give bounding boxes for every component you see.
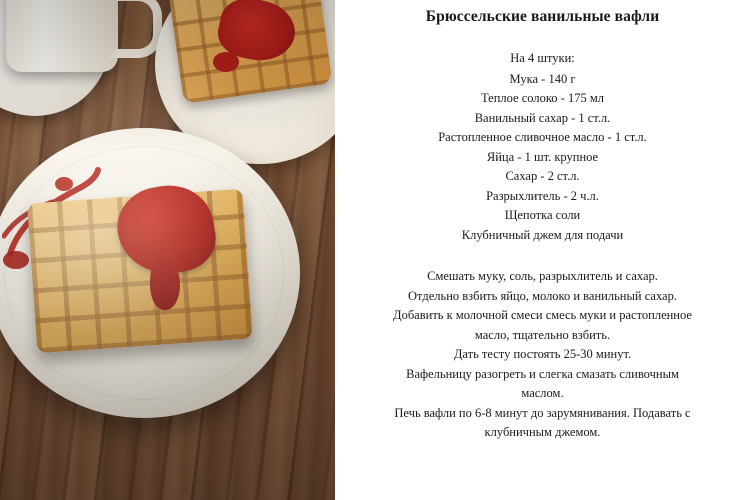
list-item: Сахар - 2 ст.л. bbox=[505, 169, 580, 184]
step-line: Смешать муку, соль, разрыхлитель и сахар. bbox=[427, 269, 658, 284]
step-line: Отдельно взбить яйцо, молоко и ванильный сахар. bbox=[408, 288, 677, 303]
list-item: Щепотка соли bbox=[504, 208, 581, 223]
step-line: клубничным джемом. bbox=[484, 425, 601, 440]
list-item: Клубничный джем для подачи bbox=[461, 227, 624, 242]
list-item: Мука - 140 г bbox=[509, 71, 576, 86]
step-line: маслом. bbox=[521, 386, 564, 401]
step-line: Вафельницу разогреть и слегка смазать сливочным bbox=[406, 366, 679, 381]
list-item: Растопленное сливочное масло - 1 ст.л. bbox=[438, 130, 647, 145]
ingredient-list bbox=[347, 70, 738, 246]
step-line: Дать тесту постоять 25-30 минут. bbox=[453, 347, 632, 362]
preparation-steps bbox=[347, 267, 738, 443]
list-item: Ванильный сахар - 1 ст.л. bbox=[474, 110, 611, 125]
step-line: Добавить к молочной смеси смесь муки и растопленное bbox=[393, 308, 692, 323]
photo-vignette bbox=[0, 0, 335, 500]
recipe-text-panel bbox=[335, 0, 750, 500]
food-photo bbox=[0, 0, 335, 500]
step-line: масло, тщательно взбить. bbox=[474, 327, 611, 342]
recipe-title: Брюссельские ванильные вафли bbox=[425, 8, 660, 25]
list-item: Разрыхлитель - 2 ч.л. bbox=[486, 188, 599, 203]
list-item: Яйца - 1 шт. крупное bbox=[486, 149, 599, 164]
list-item: Теплое солоко - 175 мл bbox=[481, 91, 604, 106]
yield-label: На 4 штуки: bbox=[510, 50, 575, 65]
step-line: Печь вафли по 6-8 минут до зарумянивания. Подавать с bbox=[394, 405, 691, 420]
